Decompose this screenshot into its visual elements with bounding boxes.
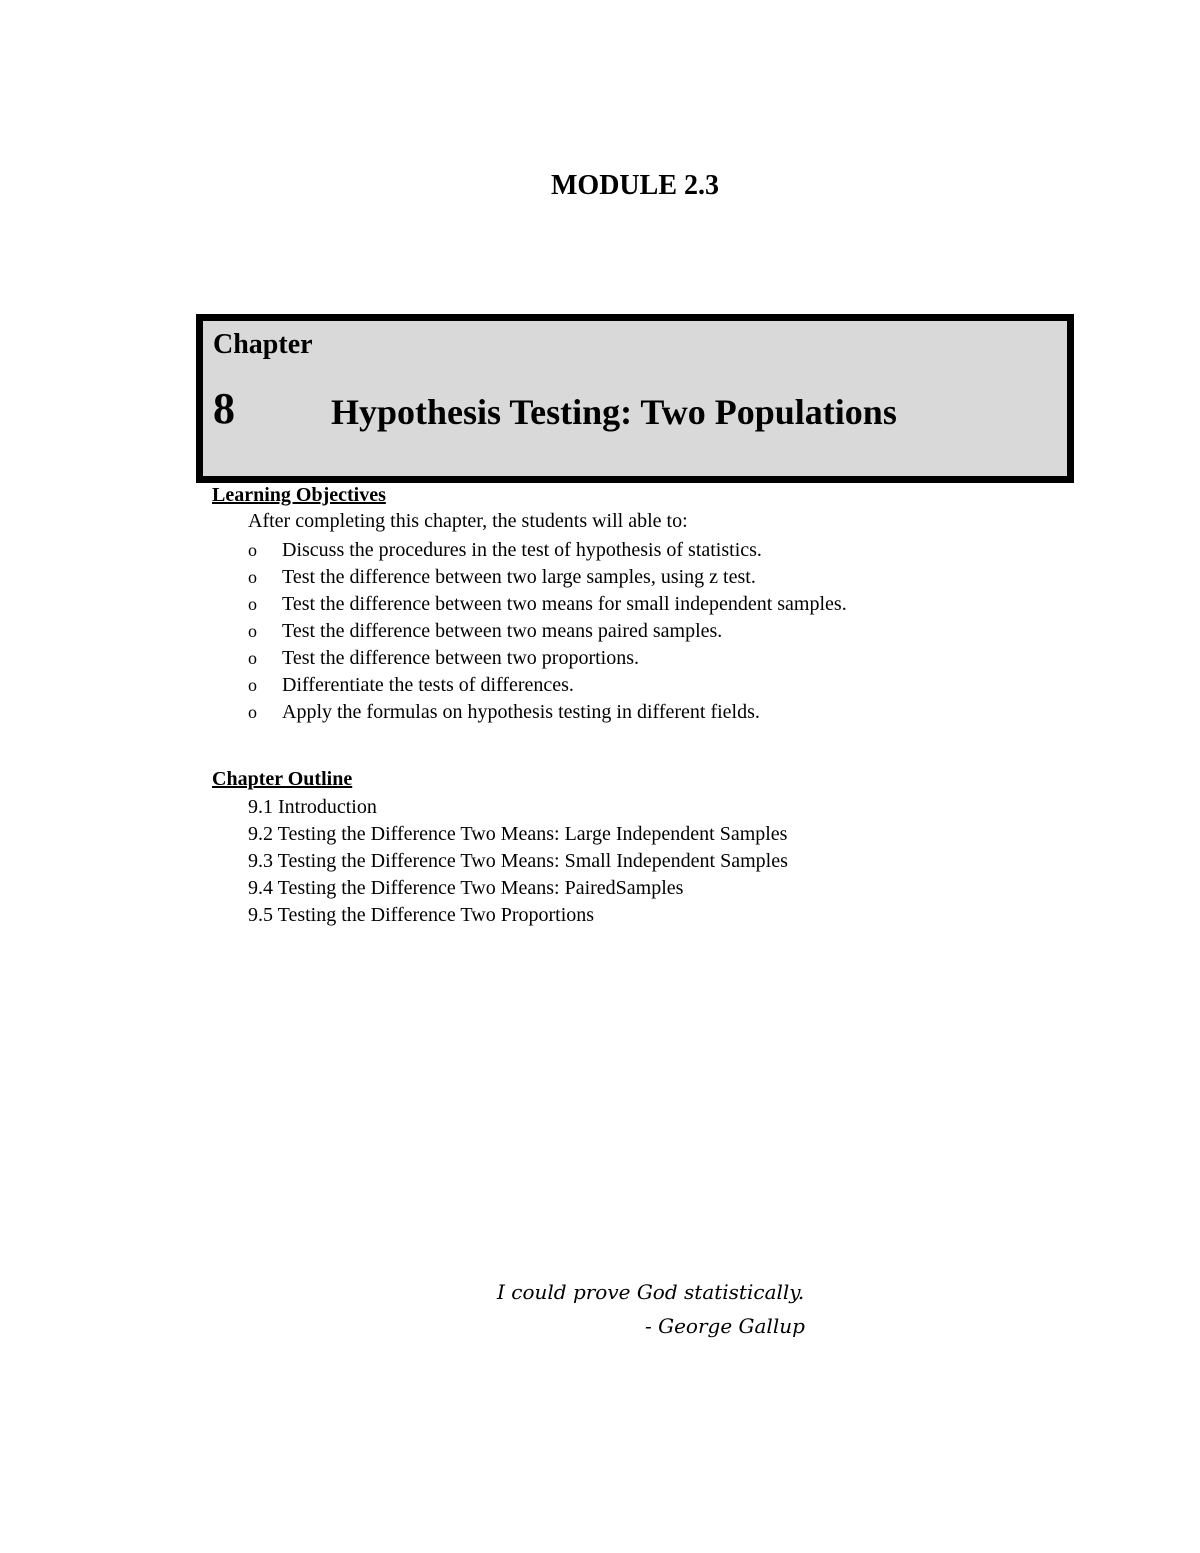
- bullet-icon: o: [248, 540, 257, 560]
- bullet-icon: o: [248, 675, 257, 695]
- objective-text: Differentiate the tests of differences.: [282, 674, 574, 696]
- objectives-list: [248, 537, 847, 726]
- objective-text: Test the difference between two means for small independent samples.: [282, 593, 847, 615]
- chapter-number: 8: [213, 384, 235, 433]
- objective-text: Apply the formulas on hypothesis testing in different fields.: [282, 701, 760, 723]
- outline-item: 9.1 Introduction: [248, 796, 377, 818]
- outline-item: 9.2 Testing the Difference Two Means: Large Independent Samples: [248, 823, 788, 845]
- bullet-icon: o: [248, 567, 257, 587]
- outline-item: 9.4 Testing the Difference Two Means: PairedSamples: [248, 877, 684, 899]
- objective-item: [248, 591, 847, 618]
- bullet-icon: o: [248, 648, 257, 668]
- objectives-intro: After completing this chapter, the students will able to:: [248, 510, 688, 532]
- objective-item: [248, 645, 847, 672]
- objective-item: [248, 672, 847, 699]
- quote-text: I could prove God statistically.: [497, 1280, 805, 1304]
- objective-item: [248, 564, 847, 591]
- objective-text: Test the difference between two proportions.: [282, 647, 640, 669]
- bullet-icon: o: [248, 702, 257, 722]
- chapter-outline-heading: Chapter Outline: [212, 768, 353, 790]
- learning-objectives-heading: Learning Objectives: [212, 484, 386, 506]
- objective-text: Discuss the procedures in the test of hypothesis of statistics.: [282, 539, 762, 561]
- objective-item: [248, 699, 847, 726]
- outline-item: 9.5 Testing the Difference Two Proportions: [248, 904, 595, 926]
- objective-item: [248, 618, 847, 645]
- outline-list: [248, 794, 788, 929]
- outline-item: 9.3 Testing the Difference Two Means: Small Independent Samples: [248, 850, 788, 872]
- bullet-icon: o: [248, 621, 257, 641]
- module-title: MODULE 2.3: [551, 170, 719, 201]
- objective-item: [248, 537, 847, 564]
- chapter-title: Hypothesis Testing: Two Populations: [331, 392, 897, 432]
- bullet-icon: o: [248, 594, 257, 614]
- chapter-header-box: [196, 314, 1074, 483]
- quote-author: - George Gallup: [645, 1314, 805, 1338]
- objective-text: Test the difference between two means paired samples.: [282, 620, 723, 642]
- chapter-label: Chapter: [213, 329, 313, 360]
- objective-text: Test the difference between two large samples, using z test.: [282, 566, 756, 588]
